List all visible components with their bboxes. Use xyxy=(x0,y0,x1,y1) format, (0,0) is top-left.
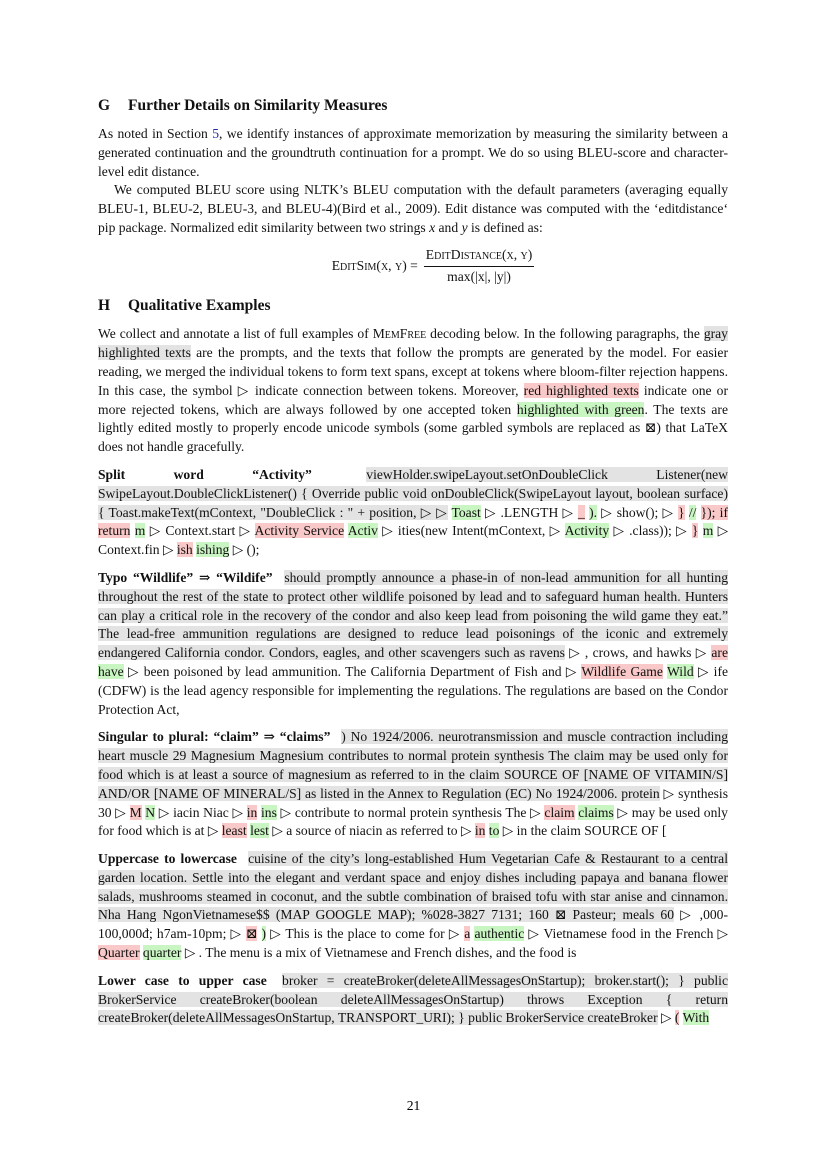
example-singular-plural: Singular to plural: “claim” ⇒ “claims” ) No 1924/2006. neurotransmission and muscle contraction including heart muscle 29 Magnesium Magnesium contributes to normal protein synthesis The claim may be used only for food which is at least a source of magnesium as referred to in the claim SOURCE OF [NAME OF VITAMIN/S] AND/OR [NAME OF MINERAL/S] as listed in the Annex to Regulation (EC) No 1924/2006. protein ▷ synthesis 30 ▷ M N ▷ iacin Niac ▷ in ins ▷ contribute to normal protein synthesis The ▷ claim claims ▷ may be used only for food which is at ▷ least lest ▷ a source of niacin as referred to ▷ in to ▷ in the claim SOURCE OF [ xyxy=(98,729,728,839)
example-uppercase-lowercase: Uppercase to lowercase cuisine of the city’s long-established Hum Vegetarian Cafe & Restaurant to a central garden location. Settle into the elegant and verdant space and enjoy dishes including papaya and banana flower salads, mushrooms steamed in coconut, and the subtle combination of braised tofu with star anise and cinnamon. Nha Hang NgonVietnamese$$ (MAP GOOGLE MAP); %028-3827 7131; 160 ⊠ Pasteur; meals 60 ▷ ,000-100,000đ; h7am-10pm; ▷ ⊠ ) ▷ This is the place to come for ▷ a authentic ▷ Vietnamese food in the French ▷ Quarter quarter ▷ . The menu is a mix of Vietnamese and French dishes, and the food is xyxy=(98,851,729,961)
section-link[interactable]: 5 xyxy=(212,126,219,141)
example-lowercase-uppercase: Lower case to upper case broker = createBroker(deleteAllMessagesOnStartup); broker.start(); } public BrokerService createBroker(boolean deleteAllMessagesOnStartup) throws Exception { return createBroker(deleteAllMessagesOnStartup, TRANSPORT_URI); } public BrokerService createBroker ▷ ( With xyxy=(98,972,728,1026)
equation-fraction: $\frac{\text{EditDistance(x, y)}}{\max(|x|, |y|)}$ xyxy=(425,246,533,284)
section-g-heading: G Further Details on Similarity Measures xyxy=(98,97,388,114)
paper-page xyxy=(98,96,728,1028)
section-g-paragraph-2: We computed BLEU score using NLTK’s BLEU computation with the default parameters (averaging equally BLEU-1, BLEU-2, BLEU-3, and BLEU-4)(Bird et al., 2009). Edit distance was computed with the ‘editdistance‘ pip package. Normalized edit similarity between two strings x and y is defined as: xyxy=(98,182,728,235)
page-number: 21 xyxy=(406,1098,421,1113)
section-h-heading: H Qualitative Examples xyxy=(98,297,271,315)
editsim-equation: EditSim(x, y) = $\frac{\text{EditDistance(x, y)}}{\max(|x|, |y|)}$ xyxy=(138,246,728,287)
section-h-intro: We collect and annotate a list of full examples of MemFree decoding below. In the following paragraphs, the gray highlighted texts are the prompts, and the texts that follow the prompts are generated by the model. For easier reading, we merged the individual tokens to form text spans, except at tokens where bloom-filter rejection happens. In this case, the symbol ▷ indicate connection between tokens. Moreover, red highlighted texts indicate one or more rejected tokens, which are always followed by one accepted token highlighted with green. The texts are lightly edited mostly to properly encode unicode symbols (some garbled symbols are replaced as ⊠) that LaTeX does not handle gracefully. xyxy=(98,326,728,455)
example-typo: Typo “Wildlife” ⇒ “Wildife” should promptly announce a phase-in of non-lead ammunition for all hunting throughout the rest of the state to protect other wildlife poisoned by lead and to safeguard human health. Hunters can play a critical role in the recovery of the condor and also keep lead from poisoning the wild game they eat.” The lead-free ammunition regulations are designed to reduce lead poisonings of the iconic and extremely endangered California condor. Condors, eagles, and other scavengers such as ravens ▷ , crows, and hawks ▷ are have ▷ been poisoned by lead ammunition. The California Department of Fish and ▷ Wildlife Game Wild ▷ ife (CDFW) is the lead agency responsible for implementing the regulations. The regulations are based on the Condor Protection Act, xyxy=(98,569,729,717)
section-g-paragraph-1: As noted in Section 5, we identify instances of approximate memorization by measuring the similarity between a generated continuation and the groundtruth continuation for a prompt. We do so using BLEU-score and character-level edit distance. xyxy=(98,126,728,179)
example-split-word: Split word “Activity” viewHolder.swipeLayout.setOnDoubleClick Listener(new SwipeLayout.DoubleClickListener() { Override public void onDoubleClick(SwipeLayout layout, boolean surface) { Toast.makeText(mContext, "DoubleClick : " + position, ▷ ▷ Toast ▷ .LENGTH ▷ _ ). ▷ show(); ▷ } // }); if return m ▷ Context.start ▷ Activity Service Activ ▷ ities(new Intent(mContext, ▷ Activity ▷ .class)); ▷ } m ▷ Context.fin ▷ ish ishing ▷ (); xyxy=(98,466,729,558)
